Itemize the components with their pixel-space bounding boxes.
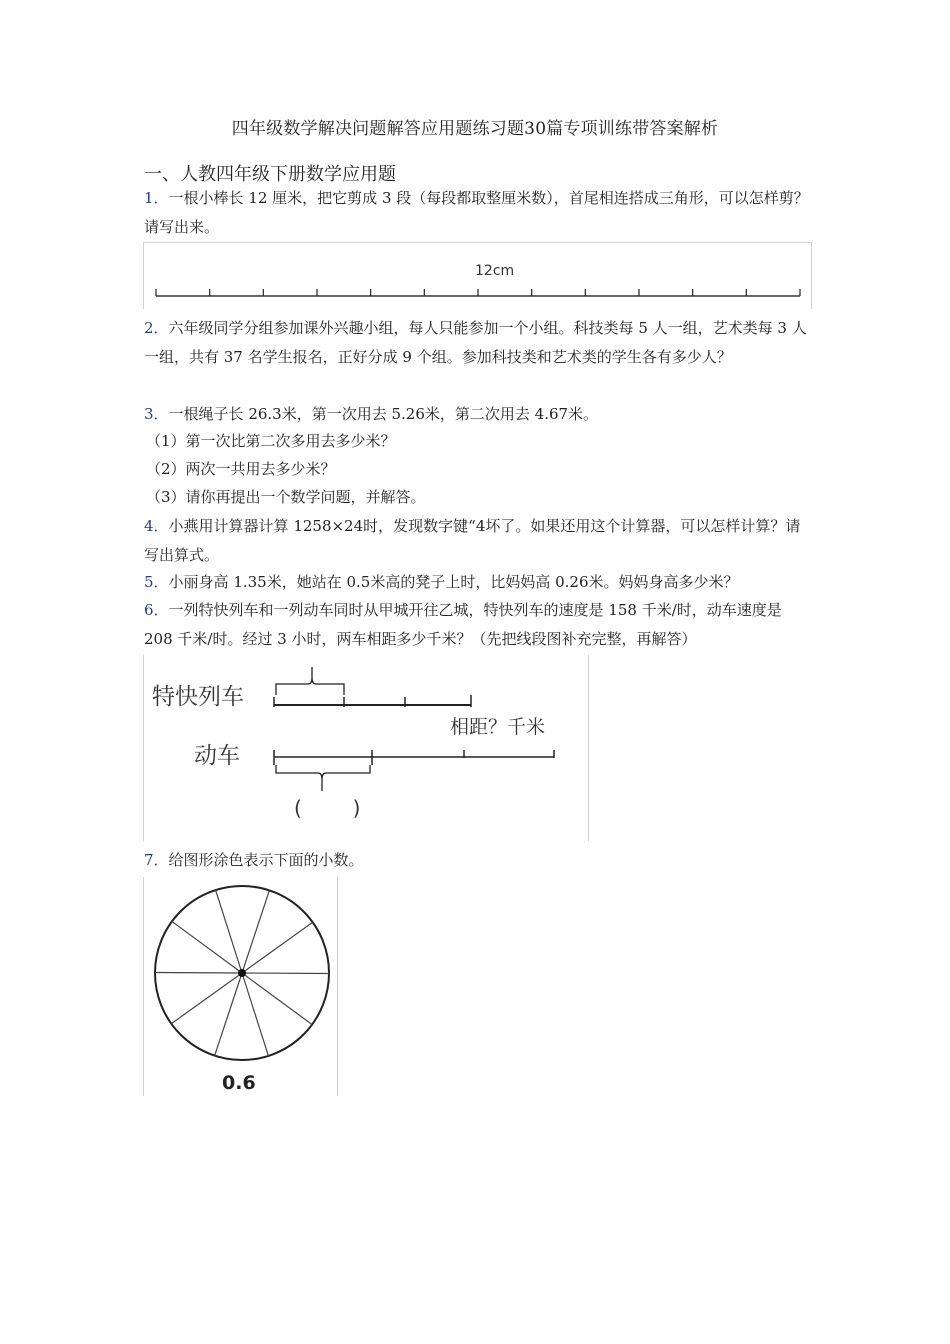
segment-diagram-svg — [144, 655, 588, 841]
problem-text: 一根小棒长 12 厘米，把它剪成 3 段（每段都取整厘米数），首尾相连搭成三角形，可以怎样剪？请写出来。 — [144, 189, 809, 236]
problem-text: 给图形涂色表示下面的小数。 — [168, 851, 364, 869]
ruler-figure — [143, 242, 812, 309]
problem-number: 5． — [144, 573, 169, 591]
circle-spoke — [215, 973, 242, 1056]
problem-number: 4． — [144, 517, 169, 535]
circle-center-dot — [238, 969, 246, 977]
problem-3-sub-1: （1）第一次比第二次多用去多少米？ — [146, 432, 396, 450]
problem-number: 1． — [144, 189, 169, 207]
circle-spoke — [242, 973, 312, 1025]
ruler-svg — [144, 243, 811, 309]
problem-number: 6． — [144, 601, 169, 619]
problem-3-sub-3: （3）请你再提出一个数学问题，并解答。 — [146, 488, 426, 506]
decimal-label: 0.6 — [222, 1072, 256, 1094]
circle-figure — [143, 877, 338, 1096]
distance-label: 相距？千米 — [450, 716, 546, 738]
dongche-brace — [276, 765, 370, 791]
segment-diagram — [143, 655, 589, 841]
problem-1 — [144, 184, 810, 242]
problem-number: 3． — [144, 405, 169, 423]
problem-text: 小丽身高 1.35米，她站在 0.5米高的凳子上时，比妈妈高 0.26米。妈妈身高多少米？ — [168, 573, 739, 591]
circle-spoke — [242, 973, 268, 1056]
circle-spoke — [171, 973, 242, 1024]
problem-text: 小燕用计算器计算 1258×24时，发现数字键“4坏了。如果还用这个计算器，可以怎样计算？请写出算式。 — [144, 517, 801, 564]
section-heading: 一、人教四年级下册数学应用题 — [144, 164, 396, 185]
problem-5 — [144, 568, 810, 597]
circle-spoke — [242, 922, 313, 973]
circle-spoke — [155, 972, 242, 973]
problem-4 — [144, 512, 810, 570]
problem-6 — [144, 596, 810, 654]
train-label: 特快列车 — [152, 684, 244, 710]
ruler-ticks — [156, 289, 800, 296]
problem-text: 一列特快列车和一列动车同时从甲城开往乙城，特快列车的速度是 158 千米/时，动车速度是 208 千米/时。经过 3 小时，两车相距多少千米？（先把线段图补充完整，再解答） — [144, 601, 782, 648]
problem-number: 2． — [144, 319, 169, 337]
ruler-label: 12cm — [475, 263, 515, 279]
dongche-label: 动车 — [194, 743, 240, 769]
problem-3-sub-2: （2）两次一共用去多少米？ — [146, 460, 336, 478]
problem-number: 7． — [144, 851, 169, 869]
circle-spoke — [242, 890, 269, 973]
circle-svg — [144, 877, 337, 1096]
document-title: 四年级数学解决问题解答应用题练习题30篇专项训练带答案解析 — [231, 119, 719, 139]
problem-text: 一根绳子长 26.3米，第一次用去 5.26米，第二次用去 4.67米。 — [168, 405, 599, 423]
blank-parentheses: ( ) — [294, 796, 361, 820]
problem-3 — [144, 400, 810, 429]
circle-spoke — [242, 973, 329, 974]
circle-spoke — [216, 890, 242, 973]
problem-text: 六年级同学分组参加课外兴趣小组，每人只能参加一个小组。科技类每 5 人一组，艺术类每 3 人一组，共有 37 名学生报名，正好分成 9 个组。参加科技类和艺术类的学生各有多少人？ — [144, 319, 807, 366]
circle-spoke — [172, 921, 242, 973]
problem-2 — [144, 314, 810, 372]
problem-7 — [144, 846, 810, 875]
train-brace — [276, 667, 344, 695]
